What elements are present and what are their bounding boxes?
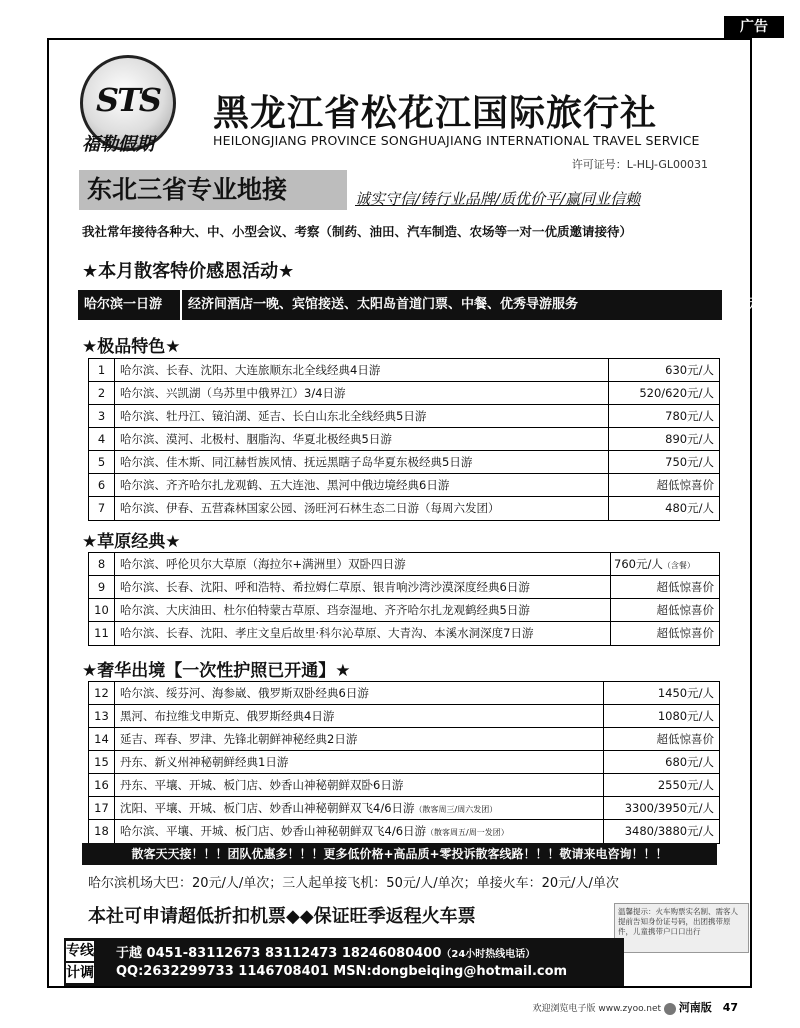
row-no: 14 <box>89 728 115 750</box>
contact-bar <box>64 938 624 986</box>
row-price-value: 760元/人 <box>614 557 663 571</box>
row-no: 5 <box>89 451 115 473</box>
row-no: 4 <box>89 428 115 450</box>
row-price-note: （含餐） <box>662 561 695 570</box>
row-no: 6 <box>89 474 115 496</box>
row-name: 哈尔滨、长春、沈阳、呼和浩特、希拉姆仁草原、银肯响沙湾沙漠深度经典6日游 <box>115 576 611 598</box>
row-name: 哈尔滨、伊春、五营森林国家公园、汤旺河石林生态二日游（每周六发团） <box>115 497 609 520</box>
tag-dispatch: 计调 <box>66 965 94 981</box>
promo-bar: 散客天天接！！！团队优惠多！！！更多低价格+高品质+零投诉散客线路！！！敬请来电咨询！！！ <box>82 843 717 865</box>
row-name: 丹东、新义州神秘朝鲜经典1日游 <box>115 751 604 773</box>
reminder-note: 温馨提示：火车购票实名制、需客人提前告知身份证号码，出团携带原件，儿童携带户口口出行 <box>614 903 749 953</box>
table-row <box>89 705 719 728</box>
table-grassland <box>88 552 720 646</box>
hotline-note: （24小时热线电话） <box>441 949 536 960</box>
table-row <box>89 728 719 751</box>
page-number: 47 <box>722 1001 738 1014</box>
special-title: ★本月散客特价感恩活动★ <box>82 261 295 282</box>
slogan: 东北三省专业地接 <box>79 170 347 210</box>
row-name: 哈尔滨、漠河、北极村、胭脂沟、华夏北极经典5日游 <box>115 428 609 450</box>
logo-letters: STS <box>95 81 161 119</box>
table-row <box>89 451 719 474</box>
row-no: 8 <box>89 553 115 575</box>
row-no: 17 <box>89 797 115 819</box>
ticket-promo: 本社可申请超低折扣机票◆◆保证旺季返程火车票 <box>88 906 476 927</box>
row-name-note: （散客周五/周一发团） <box>426 828 509 837</box>
row-no: 3 <box>89 405 115 427</box>
row-price: 超低惊喜价 <box>656 478 714 492</box>
mottos: 诚实守信/铸行业品牌/质优价平/赢同业信赖 <box>355 190 641 208</box>
special-desc: 经济间酒店一晚、宾馆接送、太阳岛首道门票、中餐、优秀导游服务 <box>182 290 724 320</box>
row-price: 750元/人 <box>665 455 714 469</box>
row-no: 9 <box>89 576 115 598</box>
table-row <box>89 382 719 405</box>
row-name: 黑河、布拉维戈申斯克、俄罗斯经典4日游 <box>115 705 604 727</box>
table-row <box>89 682 719 705</box>
row-name-text: 沈阳、平壤、开城、板门店、妙香山神秘朝鲜双飞4/6日游 <box>120 801 415 815</box>
row-name: 哈尔滨、佳木斯、同江赫哲族风情、抚远黑瞎子岛华夏东极经典5日游 <box>115 451 609 473</box>
row-price: 630元/人 <box>665 363 714 377</box>
row-price: 3480/3880元/人 <box>624 824 714 838</box>
row-name: 哈尔滨、兴凯湖（乌苏里中俄界江）3/4日游 <box>115 382 609 404</box>
section-title-outbound: ★奢华出境【一次性护照已开通】★ <box>82 661 351 681</box>
special-price: 50元/人 <box>730 297 779 312</box>
table-row <box>89 428 719 451</box>
section-title-grassland: ★草原经典★ <box>82 532 181 552</box>
row-price: 1450元/人 <box>657 686 714 700</box>
tag-dedicated-line: 专线 <box>66 943 94 959</box>
table-row <box>89 474 719 497</box>
row-price: 超低惊喜价 <box>656 732 714 746</box>
row-price: 超低惊喜价 <box>656 580 714 594</box>
row-price: 890元/人 <box>665 432 714 446</box>
table-premium <box>88 358 720 521</box>
row-no: 18 <box>89 820 115 843</box>
row-name: 哈尔滨、牡丹江、镜泊湖、延吉、长白山东北全线经典5日游 <box>115 405 609 427</box>
company-name-en: HEILONGJIANG PROVINCE SONGHUAJIANG INTERNATIONAL TRAVEL SERVICE <box>213 133 700 148</box>
footer-text: 欢迎浏览电子版 www.zyoo.net <box>532 1004 662 1014</box>
row-price: 480元/人 <box>665 501 714 515</box>
row-name-text: 哈尔滨、平壤、开城、板门店、妙香山神秘朝鲜双飞4/6日游 <box>120 824 427 838</box>
license-number: 许可证号：L-HLJ-GL00031 <box>571 158 708 171</box>
section-title-premium: ★极品特色★ <box>82 337 181 357</box>
footer <box>533 999 738 1015</box>
row-no: 2 <box>89 382 115 404</box>
logo-caption: 福勒假期 <box>82 134 154 155</box>
row-name <box>115 797 604 819</box>
row-name: 延吉、珲春、罗津、先锋北朝鲜神秘经典2日游 <box>115 728 604 750</box>
table-row <box>89 599 719 622</box>
row-no: 12 <box>89 682 115 704</box>
company-name: 黑龙江省松花江国际旅行社 <box>213 93 658 134</box>
airport-transfer-info: 哈尔滨机场大巴：20元/人/单次；三人起单接飞机：50元/人/单次；单接火车：20元/人/单次 <box>88 876 619 891</box>
row-no: 15 <box>89 751 115 773</box>
row-no: 11 <box>89 622 115 645</box>
special-offer-bar <box>78 290 779 320</box>
ad-tag: 广告 <box>724 16 784 38</box>
special-name: 哈尔滨一日游 <box>78 290 182 320</box>
table-row <box>89 497 719 520</box>
row-name-note: （散客周三/周六发团） <box>414 805 498 814</box>
row-name: 哈尔滨、大庆油田、杜尔伯特蒙古草原、珰奈湿地、齐齐哈尔扎龙观鹤经典5日游 <box>115 599 611 621</box>
footer-edition: 河南版 <box>678 1001 712 1014</box>
table-outbound <box>88 681 720 844</box>
row-no: 10 <box>89 599 115 621</box>
table-row <box>89 576 719 599</box>
row-no: 1 <box>89 359 115 381</box>
row-price: 超低惊喜价 <box>656 603 714 617</box>
row-name: 哈尔滨、绥芬河、海参崴、俄罗斯双卧经典6日游 <box>115 682 604 704</box>
row-no: 16 <box>89 774 115 796</box>
row-price: 520/620元/人 <box>639 386 714 400</box>
table-row <box>89 751 719 774</box>
row-no: 7 <box>89 497 115 520</box>
intro-text: 我社常年接待各种大、中、小型会议、考察（制药、油田、汽车制造、农场等一对一优质邀请接待） <box>82 224 633 239</box>
row-name: 哈尔滨、呼伦贝尔大草原（海拉尔+满洲里）双卧四日游 <box>115 553 611 575</box>
row-price: 680元/人 <box>665 755 714 769</box>
table-row <box>89 820 719 843</box>
row-name: 哈尔滨、长春、沈阳、大连旅顺东北全线经典4日游 <box>115 359 609 381</box>
row-no: 13 <box>89 705 115 727</box>
table-row <box>89 359 719 382</box>
row-price: 1080元/人 <box>657 709 714 723</box>
row-name <box>115 820 604 843</box>
table-row <box>89 553 719 576</box>
table-row <box>89 405 719 428</box>
row-price <box>611 553 719 575</box>
row-price: 2550元/人 <box>657 778 714 792</box>
row-price: 超低惊喜价 <box>656 626 714 640</box>
footer-logo-icon <box>664 1003 676 1015</box>
row-price: 780元/人 <box>665 409 714 423</box>
row-name: 哈尔滨、齐齐哈尔扎龙观鹤、五大连池、黑河中俄边境经典6日游 <box>115 474 609 496</box>
table-row <box>89 622 719 645</box>
phone-numbers: 于越 0451-83112673 83112473 18246080400 <box>116 946 442 961</box>
row-price: 3300/3950元/人 <box>624 801 714 815</box>
row-name: 哈尔滨、长春、沈阳、孝庄文皇后故里·科尔沁草原、大青沟、本溪水洞深度7日游 <box>115 622 611 645</box>
table-row <box>89 797 719 820</box>
table-row <box>89 774 719 797</box>
row-name: 丹东、平壤、开城、板门店、妙香山神秘朝鲜双卧6日游 <box>115 774 604 796</box>
contact-qq: QQ:2632299733 1146708401 MSN:dongbeiqing@hotmail.com <box>116 964 568 979</box>
contact-phone <box>116 942 535 961</box>
